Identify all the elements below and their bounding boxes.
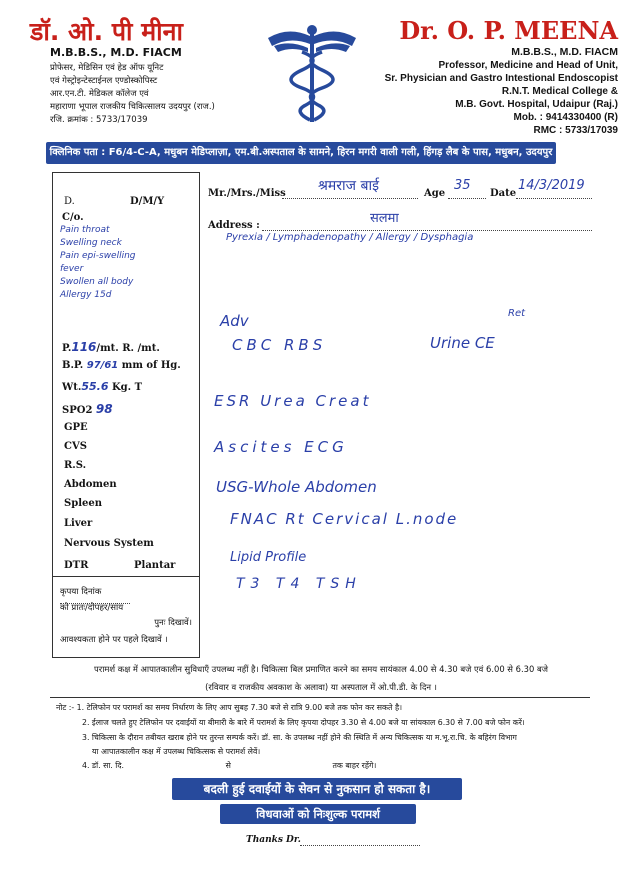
- hindi-line-3: आर.एन.टी. मेडिकल कॉलेज एवं: [50, 89, 149, 99]
- rx-line-advice: Adv: [220, 312, 249, 330]
- patient-name-label: Mr./Mrs./Miss: [208, 188, 286, 199]
- thanks-line: [300, 845, 420, 846]
- rx-line-cbc: CBC RBS: [232, 336, 327, 354]
- patient-name-value: श्रमराज बाई: [318, 178, 379, 194]
- rx-line-lipid: Lipid Profile: [230, 550, 307, 565]
- system-gpe: GPE: [64, 422, 88, 433]
- dmy-label: D/M/Y: [130, 196, 165, 207]
- rx-line-ret: Ret: [508, 308, 526, 319]
- followup-revisit: पुनः दिखावें।: [154, 618, 192, 628]
- plantar-label: Plantar: [134, 560, 176, 571]
- chief-complaints: [60, 224, 196, 302]
- warning-banner: बदली हुई दवाईयों के सेवन से नुकसान हो सकता है।: [172, 778, 462, 800]
- dtr-label: DTR: [64, 560, 89, 571]
- hindi-line-5: रजि. क्रमांक : 5733/17039: [50, 115, 148, 125]
- english-line-4: M.B. Govt. Hospital, Udaipur (Raj.): [455, 99, 618, 110]
- date-line: [516, 198, 592, 199]
- patient-name-line: [282, 198, 418, 199]
- rx-line-fnac: FNAC Rt Cervical L.node: [230, 510, 459, 528]
- emergency-note: परामर्श कक्ष में आपातकालीन सुविधाएँ उपलब्ध नहीं है। चिकित्सा बिल प्रमाणित करने का समय सायंकाल 4.00 से 4.30 बजे एवं 6.00 से 6.30 बजे: [94, 664, 548, 674]
- note-4: 4. डॉ. सा. दि. से तक बाहर रहेंगे।: [82, 761, 377, 770]
- emergency-note-2: (रविवार व राजकीय अवकाश के अलावा) या अस्पताल में ओ.पी.डी. के दिन ।: [205, 682, 437, 692]
- clinic-address-band: क्लिनिक पता : F6/4-C-A, मधुबन मेडिप्लाज़ा, एम.बी.अस्पताल के सामने, हिरन मगरी वाली गली, हिंगड़ लैब के पास, मधुबन, उदयपुर (राज.): [46, 142, 556, 164]
- age-line: [448, 198, 486, 199]
- english-line-6: RMC : 5733/17039: [533, 125, 618, 136]
- followup-date-label: कृपया दिनांक: [60, 586, 130, 607]
- thanks-label: Thanks Dr.: [246, 835, 301, 845]
- system-nervous: Nervous System: [64, 538, 154, 549]
- co-label: C/o.: [62, 212, 84, 223]
- complaint-item: Pain throat: [60, 225, 110, 235]
- doctor-name-hindi: डॉ. ओ. पी मीना: [30, 17, 183, 46]
- english-line-2: Sr. Physician and Gastro Intestional Endoscopist: [384, 73, 618, 84]
- system-abdomen: Abdomen: [64, 479, 117, 490]
- history-note: Pyrexia / Lymphadenopathy / Allergy / Dysphagia: [226, 232, 474, 243]
- doctor-name-english: Dr. O. P. MEENA: [399, 16, 618, 45]
- degrees-english: M.B.B.S., M.D. FIACM: [511, 46, 618, 58]
- system-cvs: CVS: [64, 441, 87, 452]
- hindi-line-4: महाराणा भूपाल राजकीय चिकित्सालय उदयपुर (राज.): [50, 102, 215, 112]
- hindi-line-2: एवं गेस्ट्रोइन्टेस्टाईनल एण्डोस्कोपिस्ट: [50, 76, 158, 86]
- caduceus-icon: [264, 22, 360, 126]
- rx-line-usg: USG-Whole Abdomen: [216, 478, 377, 496]
- divider: [52, 576, 200, 577]
- system-liver: Liver: [64, 518, 93, 529]
- complaint-item: fever: [60, 264, 84, 274]
- complaint-item: Allergy 15d: [60, 290, 112, 300]
- rx-line-urine: Urine CE: [430, 334, 495, 352]
- degrees-hindi-side: M.B.B.S., M.D. FIACM: [50, 46, 182, 59]
- english-line-1: Professor, Medicine and Head of Unit,: [438, 60, 618, 71]
- followup-earlier: आवश्यकता होने पर पहले दिखावें ।: [60, 635, 168, 645]
- footer-divider: [50, 697, 590, 698]
- age-label: Age: [424, 188, 446, 199]
- vital-bp: B.P. 97/61 mm of Hg.: [62, 360, 181, 371]
- address-line: [262, 230, 592, 231]
- english-line-3: R.N.T. Medical College &: [501, 86, 618, 97]
- hindi-line-1: प्रोफेसर, मेडिसिन एवं हेड ऑफ यूनिट: [50, 63, 164, 73]
- age-value: 35: [454, 178, 471, 193]
- followup-time-label: को प्रातः/दोपहर/सांय: [60, 603, 124, 613]
- address-value: सलमा: [370, 211, 399, 226]
- vital-spo2: SPO2 98: [62, 402, 113, 416]
- rx-line-thyroid: T3 T4 TSH: [236, 576, 362, 592]
- vital-weight: Wt.55.6 Kg. T: [62, 380, 143, 393]
- address-label: Address :: [208, 220, 260, 231]
- system-spleen: Spleen: [64, 498, 103, 509]
- widow-banner: विधवाओं को निःशुल्क परामर्श: [220, 804, 416, 824]
- note-1: नोट :- 1. टेलिफोन पर परामर्श का समय निर्धारण के लिए आप सुबह 7.30 बजे से रात्रि 9.00 बजे तक फोन कर सकते है।: [56, 703, 403, 712]
- complaint-item: Swollen all body: [60, 277, 134, 287]
- d-label: D.: [64, 196, 75, 207]
- note-2: 2. ईलाज चलते हुए टेलिफोन पर दवाईयों या बीमारी के बारे में परामर्श के लिए कृपया दोपहर 3.30 से 4.00 बजे या सांयकाल 6.30 से 7.00 बजे फोन करें।: [82, 718, 525, 727]
- rx-line-esr: ESR Urea Creat: [214, 392, 372, 410]
- note-3: 3. चिकित्सा के दौरान तबीयत खराब होने पर तुरन्त सम्पर्क करें। डॉ. सा. के उपलब्ध नहीं होने की स्थिति में अन्य चिकित्सक या म.भू.रा.चि. के बहिरंग विभाग: [82, 733, 517, 742]
- note-3b: या आपातकालीन कक्ष में उपलब्ध चिकित्सक से परामर्श लेवें।: [92, 747, 261, 756]
- english-line-5: Mob. : 9414330400 (R): [513, 112, 618, 123]
- date-value: 14/3/2019: [518, 178, 585, 193]
- vital-pulse: P.116/mt. R. /mt.: [62, 340, 160, 354]
- complaint-item: Swelling neck: [60, 238, 122, 248]
- date-label: Date: [490, 188, 517, 199]
- complaint-item: Pain epi-swelling: [60, 251, 136, 261]
- rx-line-ascites: Ascites ECG: [214, 438, 348, 456]
- system-rs: R.S.: [64, 460, 87, 471]
